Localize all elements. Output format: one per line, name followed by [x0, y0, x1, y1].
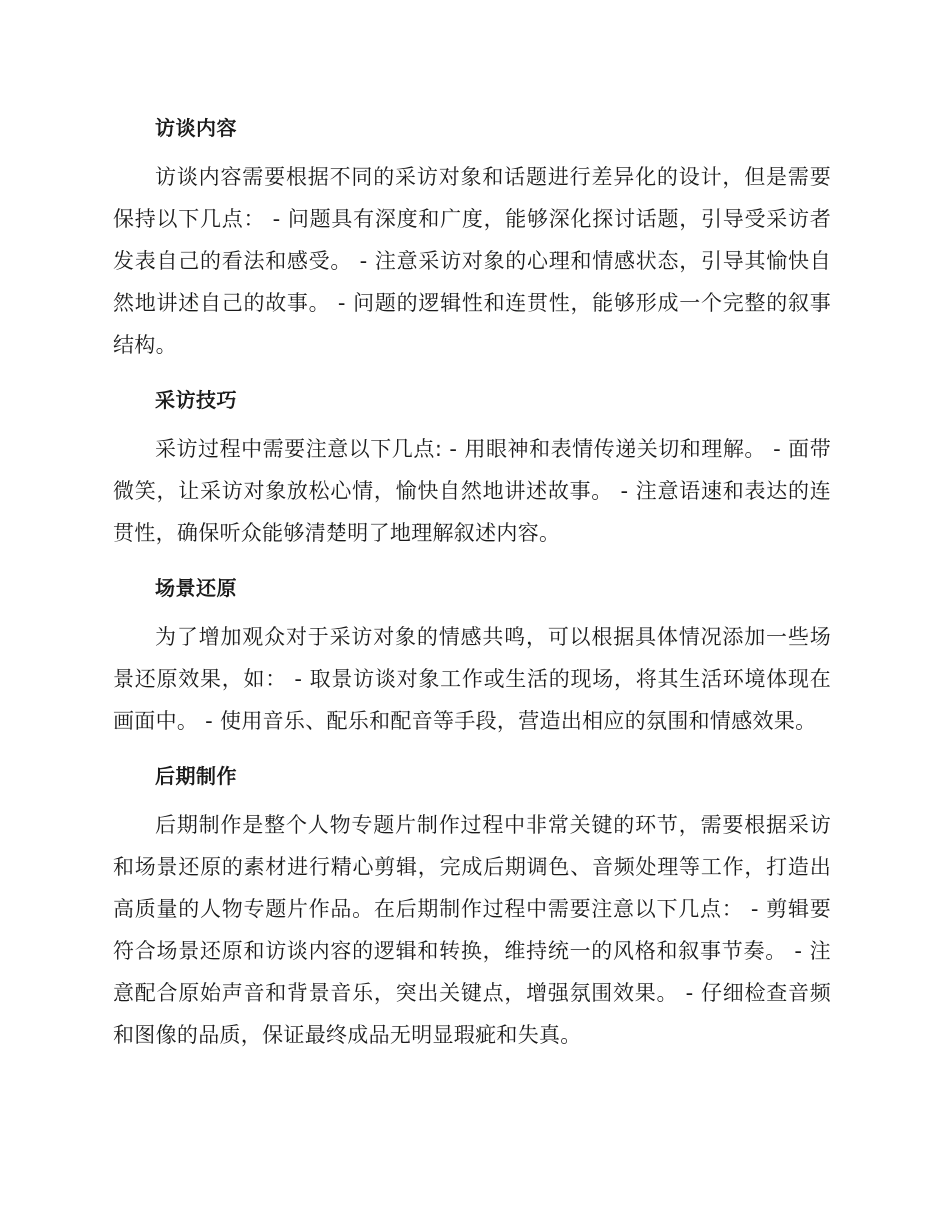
- section-post-production: [113, 756, 831, 1056]
- section-heading: 采访技巧: [155, 388, 237, 412]
- section-paragraph: 访谈内容需要根据不同的采访对象和话题进行差异化的设计，但是需要保持以下几点： - 问题具有深度和广度，能够深化探讨话题，引导受采访者发表自己的看法和感受。 - 注意采访对象的心理和情感状态，引导其愉快自然地讲述自己的故事。 - 问题的逻辑性和连贯性，能够形成一个完整的叙事结构。: [113, 165, 831, 357]
- section-interview-content: [113, 108, 831, 366]
- section-heading: 场景还原: [155, 576, 237, 600]
- document-content: [113, 108, 831, 1056]
- section-paragraph: 采访过程中需要注意以下几点: - 用眼神和表情传递关切和理解。 - 面带微笑，让采访对象放松心情，愉快自然地讲述故事。 - 注意语速和表达的连贯性，确保听众能够清楚明了地理解叙述内容。: [113, 437, 831, 545]
- section-heading: 后期制作: [155, 764, 237, 788]
- section-paragraph: 后期制作是整个人物专题片制作过程中非常关键的环节，需要根据采访和场景还原的素材进行精心剪辑，完成后期调色、音频处理等工作，打造出高质量的人物专题片作品。在后期制作过程中需要注意以下几点： - 剪辑要符合场景还原和访谈内容的逻辑和转换，维持统一的风格和叙事节奏。 - 注意配合原始声音和背景音乐，突出关键点，增强氛围效果。 - 仔细检查音频和图像的品质，保证最终成品无明显瑕疵和失真。: [113, 813, 831, 1047]
- section-paragraph: 为了增加观众对于采访对象的情感共鸣，可以根据具体情况添加一些场景还原效果，如： - 取景访谈对象工作或生活的现场，将其生活环境体现在画面中。 - 使用音乐、配乐和配音等手段，营造出相应的氛围和情感效果。: [113, 625, 831, 733]
- section-scene-restoration: [113, 568, 831, 742]
- section-interview-skills: [113, 380, 831, 554]
- section-heading: 访谈内容: [155, 116, 237, 140]
